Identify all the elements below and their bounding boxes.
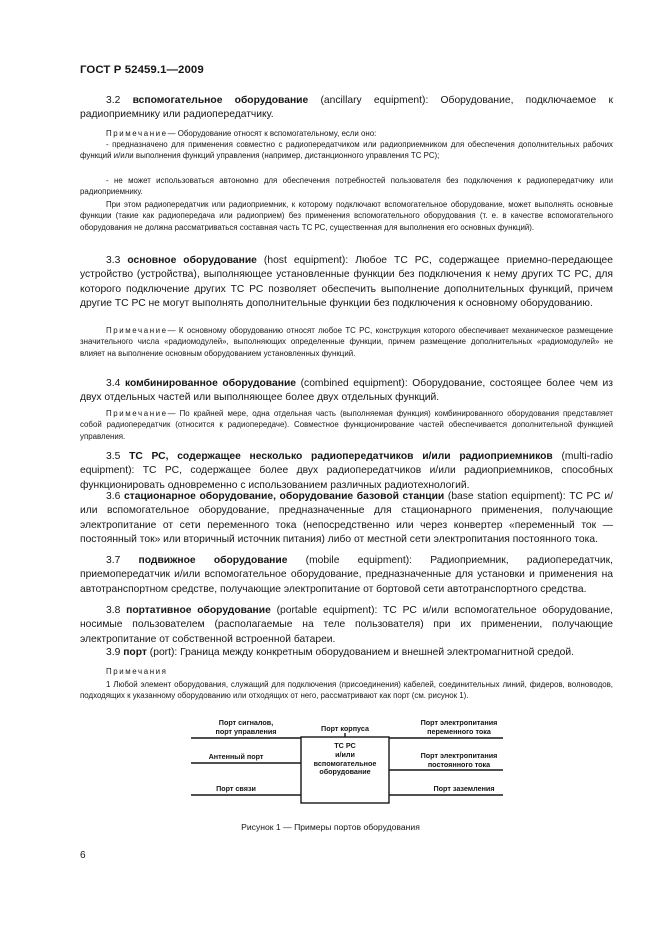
equipment-box-label: [301, 742, 389, 777]
clause-3-6: [80, 490, 613, 547]
page-number: 6: [80, 850, 86, 861]
signal-port-label: [191, 718, 301, 736]
note-text: — К основному оборудованию относят любое ТС РС, конструкция которого обеспечивает механическое размещение значительного числа «радиомодулей», выполняющих определенные функции, причем размещение дополнительных «радиомодулей» не влияет на выполнение основным оборудованием установленных функций.: [80, 326, 613, 358]
label-line: Порт сигналов,: [218, 718, 274, 727]
term: стационарное оборудование, оборудование базовой станции: [123, 491, 445, 502]
term: портативное оборудование: [126, 605, 271, 616]
antenna-port-label: Антенный порт: [208, 752, 264, 761]
definition: (multi-radio equipment): ТС РС, содержащее более двух радиопередатчиков и/или радиоприемников, способных функционировать одновременно с использованием различных радиотехнологий.: [80, 451, 613, 491]
note-3-2-para: При этом радиопередатчик или радиоприемник, к которому подключают вспомогательное оборудование, может выполнять основные функции (такие как радиопередача или радиоприем) без применения вспомогательного оборудования (т. е. в качестве вспомогательного оборудования не должна рассматриваться составная часть ТС РС, существенная для выполнения его основных функций).: [80, 200, 613, 232]
earth-port-label: Порт заземления: [433, 784, 495, 793]
note-3-2-item2: - не может использоваться автономно для обеспечения потребностей пользователя без подключения к радиопередатчику или радиоприемнику.: [80, 176, 613, 197]
label-line: постоянного тока: [427, 760, 491, 769]
note-3-4: [80, 408, 613, 442]
label-line: порт управления: [215, 727, 277, 736]
term: ТС РС, содержащее несколько радиопередатчиков и/или радиоприемников: [129, 451, 553, 462]
clause-number: 3.5: [106, 451, 121, 462]
clause-3-5: [80, 450, 613, 493]
term: подвижное оборудование: [138, 555, 288, 566]
telecom-port-label: Порт связи: [216, 784, 256, 793]
definition: (combined equipment): Оборудование, состоящее более чем из двух отдельных частей или выполняющее более двух отдельных функций.: [80, 378, 613, 404]
note-3-9-item1: 1 Любой элемент оборудования, служащий для подключения (присоединения) кабелей, соединительных линий, фидеров, волноводов, подходящих к указанному оборудованию или отходящих от него, рассматривают как порт (см. рисунок 1).: [80, 680, 613, 701]
clause-3-2: [80, 94, 613, 123]
label-line: Порт электропитания: [420, 751, 498, 760]
label-line: Порт электропитания: [420, 718, 498, 727]
definition: (base station equipment): ТС РС и/или вспомогательное оборудование, предназначенные для стационарного применения, получающие электропитание от сети переменного тока (непосредственно или через конвертер «переменный ток — постоянный ток» или вторичный источник питания) либо от местной сети электропитания постоянного тока.: [80, 491, 613, 545]
note-label: Примечания: [106, 667, 168, 676]
box-line: ТС РС: [334, 741, 356, 750]
box-line: и/или: [335, 749, 355, 759]
clause-number: 3.2: [106, 95, 121, 106]
clause-3-8: [80, 604, 613, 647]
note-3-2-item1: - предназначено для применения совместно с радиопередатчиком или радиоприемником для обеспечения дополнительных рабочих функций и/или выполнения функций управления (например, дистанционного управления ТС РС);: [80, 140, 613, 161]
ac-power-port-label: [399, 718, 519, 736]
note-text: — По крайней мере, одна отдельная часть (выполняемая функция) комбинированного оборудования представляет собой радиопередатчик (относится к радиопередаче). Совместное функционирование частей обеспечивается дополнительной функцией управления.: [80, 409, 613, 441]
notes-3-9-label: [80, 666, 613, 677]
clause-number: 3.8: [106, 605, 121, 616]
clause-number: 3.6: [106, 491, 121, 502]
definition: (ancillary equipment): Оборудование, подключаемое к радиоприемнику или радиопередатчику.: [80, 95, 613, 121]
definition: (mobile equipment): Радиоприемник, радиопередатчик, приемопередатчик и/или вспомогательное оборудование, предназначенные для установки и применения на автотранспортном средстве, получающие электропитание от бортовой сети автотранспортного средства.: [80, 555, 613, 595]
note-label: Примечание: [106, 409, 168, 418]
note-text: — Оборудование относят к вспомогательному, если оно:: [167, 129, 377, 138]
definition: (port): Граница между конкретным оборудованием и внешней электромагнитной средой.: [146, 647, 574, 658]
note-label: Примечание: [106, 326, 168, 335]
figure-caption: Рисунок 1 — Примеры портов оборудования: [241, 822, 420, 832]
clause-3-9: [80, 646, 613, 660]
box-line: вспомогательное: [313, 758, 377, 768]
clause-3-4: [80, 377, 613, 406]
term: комбинированное оборудование: [124, 378, 296, 389]
note-3-2-intro: [80, 128, 613, 139]
note-label: Примечание: [106, 129, 168, 138]
clause-3-7: [80, 554, 613, 597]
box-line: оборудование: [319, 767, 371, 777]
term: порт: [123, 647, 147, 658]
document-header: ГОСТ Р 52459.1—2009: [80, 64, 204, 76]
term: основное оборудование: [127, 255, 257, 266]
dc-power-port-label: [399, 751, 519, 769]
clause-number: 3.3: [106, 255, 121, 266]
note-3-3: [80, 325, 613, 359]
definition: (portable equipment): ТС РС и/или вспомогательное оборудование, носимые пользователем (располагаемые на теле пользователя) при их применении, получающие электропитание от собственной встроенной батареи.: [80, 605, 613, 645]
term: вспомогательное оборудование: [132, 95, 309, 106]
clause-number: 3.4: [106, 378, 121, 389]
clause-number: 3.7: [106, 555, 121, 566]
label-line: переменного тока: [427, 727, 491, 736]
definition: (host equipment): Любое ТС РС, содержащее приемно-передающее устройство (устройства), выполняющее установленные функции без подключения к нему других ТС РС, для которого подключение других ТС РС позволяет обеспечить выполнение дополнительных функций, причем другие ТС РС не могут выполнять дополнительные функции без подключения к основному оборудованию.: [80, 255, 613, 309]
clause-number: 3.9: [106, 647, 121, 658]
enclosure-port-label: Порт корпуса: [321, 724, 369, 733]
clause-3-3: [80, 254, 613, 311]
